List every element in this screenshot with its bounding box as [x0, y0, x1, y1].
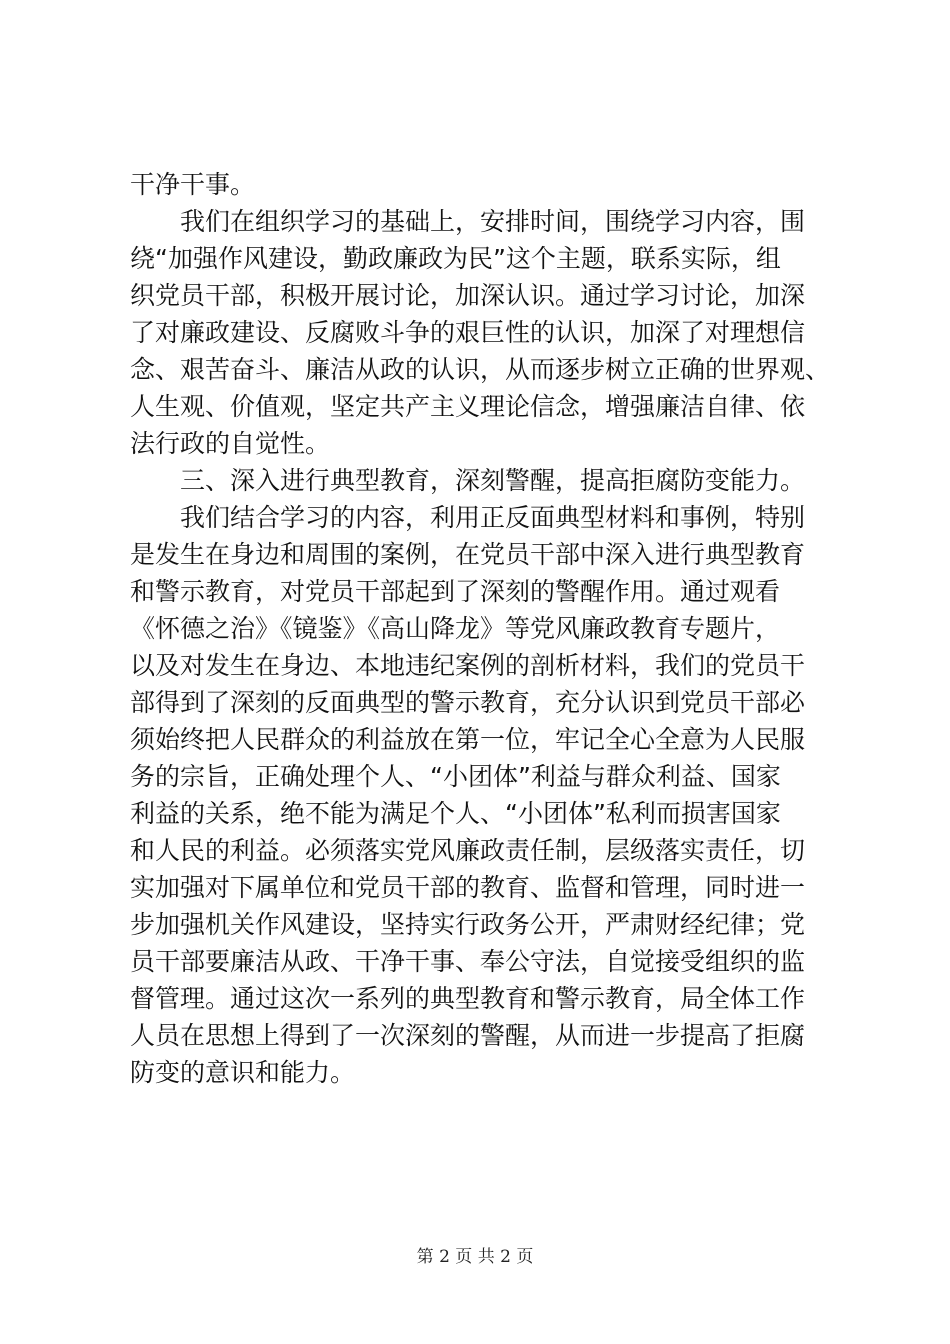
text-line: 和警示教育，对党员干部起到了深刻的警醒作用。通过观看 — [130, 577, 781, 606]
text-line: 部得到了深刻的反面典型的警示教育，充分认识到党员干部必 — [130, 688, 806, 717]
text-line: 防变的意识和能力。 — [130, 1058, 356, 1087]
text-line: 《怀德之治》《镜鉴》《高山降龙》等党风廉政教育专题片， — [130, 614, 781, 643]
text-line: 是发生在身边和周围的案例，在党员干部中深入进行典型教育 — [130, 540, 806, 569]
text-line: 利益的关系，绝不能为满足个人、“小团体”私利而损害国家 — [130, 799, 781, 828]
text-line: 和人民的利益。必须落实党风廉政责任制，层级落实责任，切 — [130, 836, 806, 865]
text-line: 人员在思想上得到了一次深刻的警醒，从而进一步提高了拒腐 — [130, 1021, 806, 1050]
text-line: 法行政的自觉性。 — [130, 429, 331, 458]
text-line: 人生观、价值观，坚定共产主义理论信念，增强廉洁自律、依 — [130, 392, 806, 421]
text-line: 须始终把人民群众的利益放在第一位，牢记全心全意为人民服 — [130, 725, 806, 754]
text-line: 实加强对下属单位和党员干部的教育、监督和管理，同时进一 — [130, 873, 806, 902]
text-line: 三、深入进行典型教育，深刻警醒，提高拒腐防变能力。 — [180, 466, 806, 495]
text-line: 念、艰苦奋斗、廉洁从政的认识，从而逐步树立正确的世界观、 — [130, 355, 831, 384]
text-line: 以及对发生在身边、本地违纪案例的剖析材料，我们的党员干 — [130, 651, 806, 680]
text-line: 绕“加强作风建设，勤政廉政为民”这个主题，联系实际，组 — [130, 244, 781, 273]
text-line: 干净干事。 — [130, 170, 256, 199]
text-line: 我们在组织学习的基础上，安排时间，围绕学习内容，围 — [180, 207, 806, 236]
text-line: 了对廉政建设、反腐败斗争的艰巨性的认识，加深了对理想信 — [130, 318, 806, 347]
text-line: 务的宗旨，正确处理个人、“小团体”利益与群众利益、国家 — [130, 762, 781, 791]
document-body — [130, 166, 830, 1091]
text-line: 织党员干部，积极开展讨论，加深认识。通过学习讨论，加深 — [130, 281, 806, 310]
page-footer: 第 2 页 共 2 页 — [416, 1247, 534, 1267]
text-line: 员干部要廉洁从政、干净干事、奉公守法，自觉接受组织的监 — [130, 947, 806, 976]
text-line: 督管理。通过这次一系列的典型教育和警示教育，局全体工作 — [130, 984, 806, 1013]
text-line: 我们结合学习的内容，利用正反面典型材料和事例，特别 — [180, 503, 806, 532]
text-line: 步加强机关作风建设，坚持实行政务公开，严肃财经纪律；党 — [130, 910, 806, 939]
